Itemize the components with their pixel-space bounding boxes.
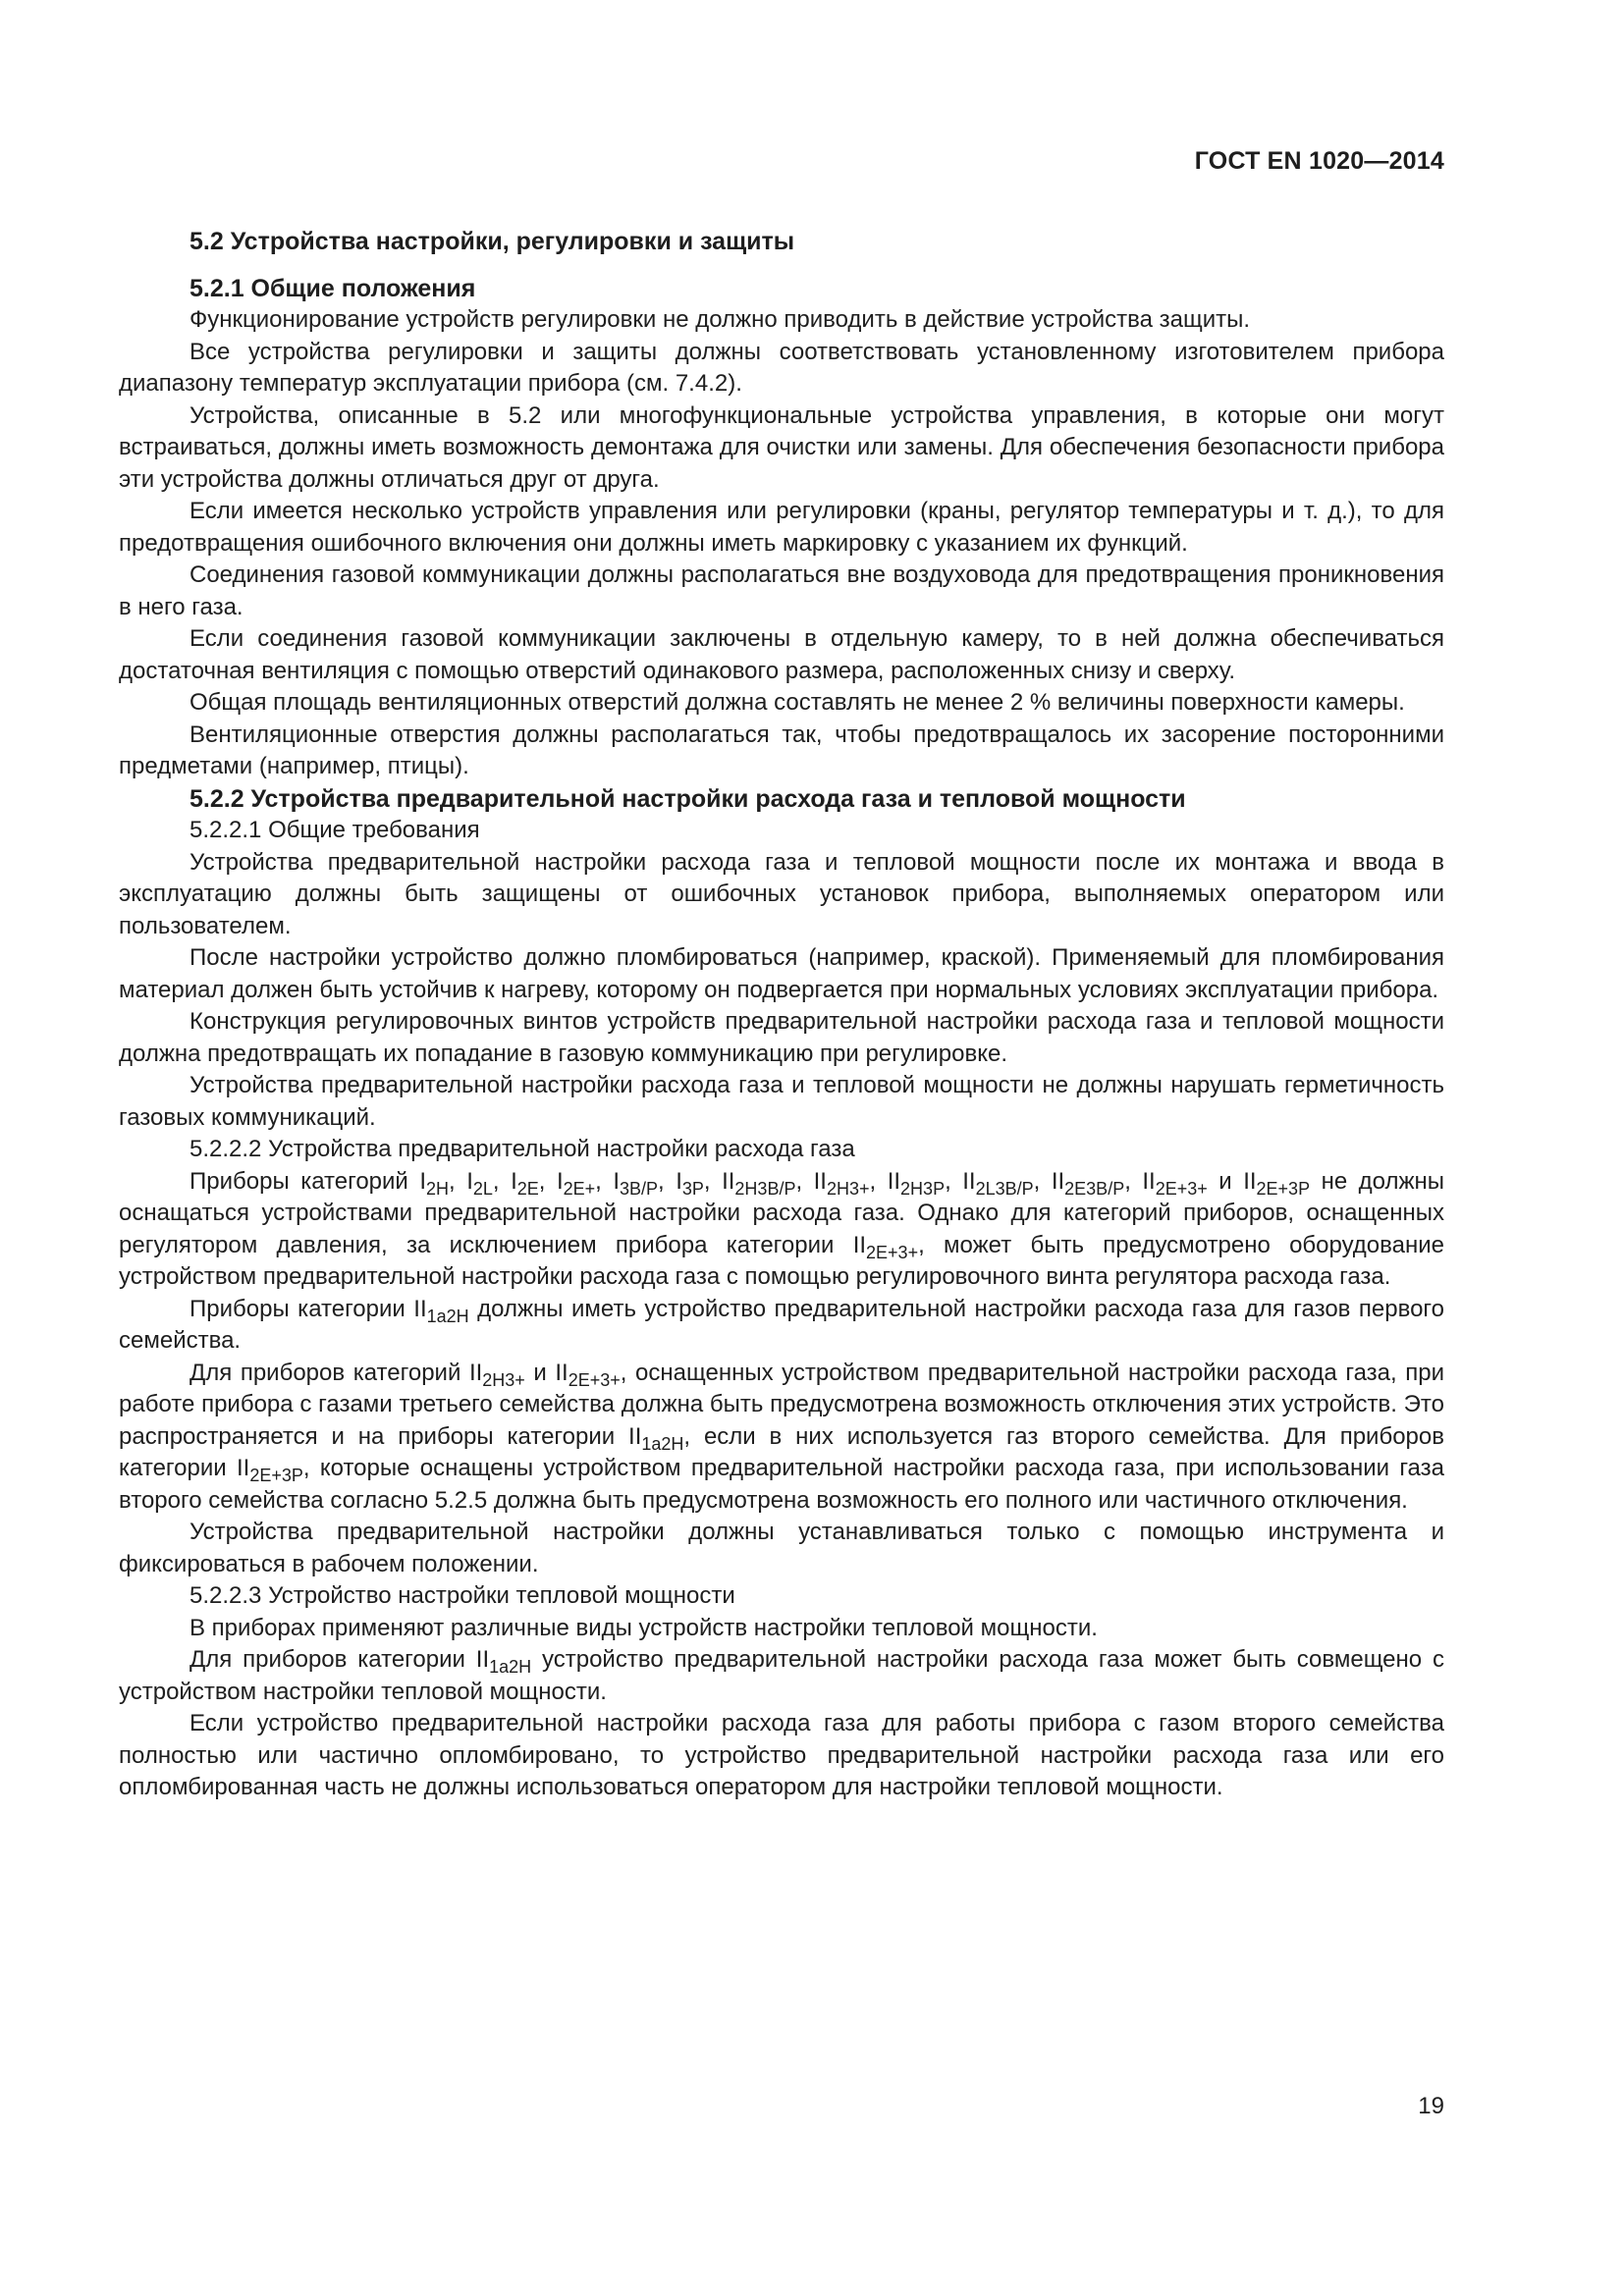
- separator: ,: [449, 1167, 467, 1195]
- category-symbol: I: [511, 1167, 517, 1195]
- text: , может быть предусмотрено оборудование устройством предварительной настройки расхода газа с помощью регулировочного винта регулятора расхода газа.: [119, 1231, 1444, 1290]
- text: Приборы категорий: [189, 1167, 420, 1195]
- category-subscript: 2E+3+: [1155, 1178, 1208, 1199]
- category-symbol: I: [419, 1167, 427, 1195]
- separator: и: [1207, 1167, 1244, 1195]
- category-symbol: II: [468, 1359, 483, 1386]
- separator: ,: [595, 1167, 614, 1195]
- paragraph: Устройства предварительной настройки должны устанавливаться только с помощью инструмента и фиксироваться в рабочем положении.: [119, 1519, 1444, 1577]
- category-symbol: II: [1142, 1167, 1156, 1195]
- text: Для приборов категории: [189, 1646, 476, 1673]
- section-heading-5-2: 5.2 Устройства настройки, регулировки и защиты: [189, 228, 795, 255]
- text: должны иметь устройство предварительной настройки расхода газа для газов первого семейства.: [119, 1295, 1444, 1354]
- text: не должны оснащаться устройствами предварительной настройки расхода газа. Однако для категорий приборов, оснащенных регулятором давления, за исключением прибора категории: [119, 1167, 1445, 1258]
- category-symbol: II: [962, 1167, 976, 1195]
- text: Для приборов категорий: [189, 1359, 469, 1386]
- paragraph: Вентиляционные отверстия должны располагаться так, чтобы предотвращалось их засорение посторонними предметами (например, птицы).: [119, 721, 1444, 779]
- category-subscript: 2E+3+: [866, 1242, 919, 1262]
- category-subscript: 2L3B/P: [975, 1178, 1034, 1199]
- category-subscript: 2H3B/P: [734, 1178, 796, 1199]
- separator: ,: [703, 1167, 723, 1195]
- text: , если в них используется газ второго семейства. Для приборов категории: [119, 1422, 1444, 1481]
- paragraph: [119, 1358, 1444, 1518]
- paragraph-categories-list: [119, 1166, 1444, 1294]
- separator: ,: [869, 1167, 888, 1195]
- section-heading-5-2-1: 5.2.1 Общие положения: [189, 274, 476, 302]
- category-symbol: II: [555, 1359, 568, 1386]
- separator: ,: [795, 1167, 814, 1195]
- text: и: [524, 1359, 556, 1386]
- paragraph: После настройки устройство должно пломбироваться (например, краской). Применяемый для пломбирования материал должен быть устойчив к нагреву, которому он подвергается при нормальных условиях эксплуатации прибора.: [119, 944, 1444, 1003]
- paragraph: Устройства, описанные в 5.2 или многофункциональные устройства управления, в которые они могут встраиваться, должны иметь возможность демонтажа для очистки или замены. Для обеспечения безопасности прибора эти устройства должны отличаться друг от друга.: [119, 401, 1444, 493]
- category-subscript: 2E: [516, 1178, 539, 1199]
- category-symbol: I: [466, 1167, 473, 1195]
- paragraph: Соединения газовой коммуникации должны располагаться вне воздуховода для предотвращения проникновения в него газа.: [119, 561, 1444, 620]
- paragraph: Если устройство предварительной настройки расхода газа для работы прибора с газом второго семейства полностью или частично опломбировано, то устройство предварительной настройки расхода газа или его опломбированная часть не должны использоваться оператором для настройки тепловой мощности.: [119, 1710, 1444, 1800]
- subsection-heading-5-2-2-3: 5.2.2.3 Устройство настройки тепловой мощности: [189, 1582, 735, 1609]
- paragraph: Если соединения газовой коммуникации заключены в отдельную камеру, то в ней должна обеспечиваться достаточная вентиляция с помощью отверстий одинакового размера, расположенных снизу и сверху.: [119, 625, 1444, 684]
- text: Приборы категории: [189, 1295, 414, 1322]
- category-subscript: 2H: [426, 1178, 450, 1199]
- text: , оснащенных устройством предварительной настройки расхода газа, при работе прибора с газами третьего семейства должна быть предусмотрена возможность отключения этих устройств. Это распространяется и на приборы категории: [119, 1359, 1444, 1450]
- subsection-heading-5-2-2-1: 5.2.2.1 Общие требования: [189, 817, 480, 843]
- category-symbol: II: [475, 1646, 490, 1673]
- category-subscript: 1a2H: [489, 1657, 532, 1677]
- separator: ,: [538, 1167, 557, 1195]
- category-subscript: 2H3+: [826, 1178, 870, 1199]
- document-body: [119, 226, 1444, 1804]
- category-symbol: II: [813, 1167, 827, 1195]
- paragraph: Если имеется несколько устройств управления или регулировки (краны, регулятор температуры и т. д.), то для предотвращения ошибочного включения они должны иметь маркировку с указанием их функций.: [119, 498, 1444, 557]
- separator: ,: [658, 1167, 677, 1195]
- paragraph: [119, 1644, 1444, 1708]
- category-symbol: II: [1243, 1167, 1257, 1195]
- category-symbol: I: [676, 1167, 682, 1195]
- separator: ,: [1033, 1167, 1052, 1195]
- category-symbol: II: [887, 1167, 901, 1195]
- category-subscript: 2E+: [563, 1178, 596, 1199]
- category-symbol: I: [556, 1167, 564, 1195]
- separator: ,: [1124, 1167, 1143, 1195]
- category-subscript: 2E+3+: [568, 1369, 621, 1390]
- paragraph: Все устройства регулировки и защиты должны соответствовать установленному изготовителем прибора диапазону температур эксплуатации прибора (см. 7.4.2).: [119, 338, 1444, 397]
- category-symbol: II: [236, 1455, 250, 1481]
- category-subscript: 3P: [681, 1178, 704, 1199]
- category-subscript: 2H3+: [482, 1369, 525, 1390]
- category-subscript: 2E+3P: [1256, 1178, 1311, 1199]
- category-symbol: I: [613, 1167, 620, 1195]
- document-header: ГОСТ EN 1020—2014: [1194, 147, 1444, 175]
- category-subscript: 2H3P: [900, 1178, 946, 1199]
- category-subscript: 1a2H: [641, 1433, 684, 1454]
- category-symbol: II: [722, 1167, 735, 1195]
- paragraph: [119, 1294, 1444, 1358]
- category-symbol: II: [628, 1422, 642, 1450]
- category-symbol: II: [852, 1231, 867, 1258]
- paragraph: В приборах применяют различные виды устройств настройки тепловой мощности.: [189, 1614, 1098, 1641]
- subsection-heading-5-2-2-2: 5.2.2.2 Устройства предварительной настройки расхода газа: [189, 1136, 855, 1162]
- category-subscript: 1a2H: [426, 1306, 469, 1326]
- page-number: 19: [1418, 2093, 1444, 2119]
- paragraph: Устройства предварительной настройки расхода газа и тепловой мощности после их монтажа и ввода в эксплуатацию должны быть защищены от ошибочных установок прибора, выполняемых оператором или пользователем.: [119, 848, 1444, 939]
- text: устройство предварительной настройки расхода газа может быть совмещено с устройством настройки тепловой мощности.: [119, 1646, 1444, 1705]
- text: , которые оснащены устройством предварительной настройки расхода газа, при использовании газа второго семейства согласно 5.2.5 должна быть предусмотрена возможность его полного или частичного отключения.: [119, 1455, 1444, 1514]
- paragraph: Конструкция регулировочных винтов устройств предварительной настройки расхода газа и тепловой мощности должна предотвращать их попадание в газовую коммуникацию при регулировке.: [119, 1008, 1444, 1067]
- category-symbol: II: [1051, 1167, 1065, 1195]
- category-symbol: II: [413, 1295, 427, 1322]
- category-subscript: 2L: [472, 1178, 493, 1199]
- category-subscript: 2E3B/P: [1064, 1178, 1125, 1199]
- category-subscript: 2E+3P: [249, 1466, 303, 1485]
- paragraph: Общая площадь вентиляционных отверстий должна составлять не менее 2 % величины поверхности камеры.: [189, 689, 1405, 716]
- separator: ,: [945, 1167, 963, 1195]
- paragraph: Устройства предварительной настройки расхода газа и тепловой мощности не должны нарушать герметичность газовых коммуникаций.: [119, 1072, 1444, 1131]
- paragraph: Функционирование устройств регулировки не должно приводить в действие устройства защиты.: [189, 306, 1251, 333]
- section-heading-5-2-2: 5.2.2 Устройства предварительной настройки расхода газа и тепловой мощности: [189, 784, 1186, 813]
- category-subscript: 3B/P: [620, 1178, 659, 1199]
- separator: ,: [492, 1167, 512, 1195]
